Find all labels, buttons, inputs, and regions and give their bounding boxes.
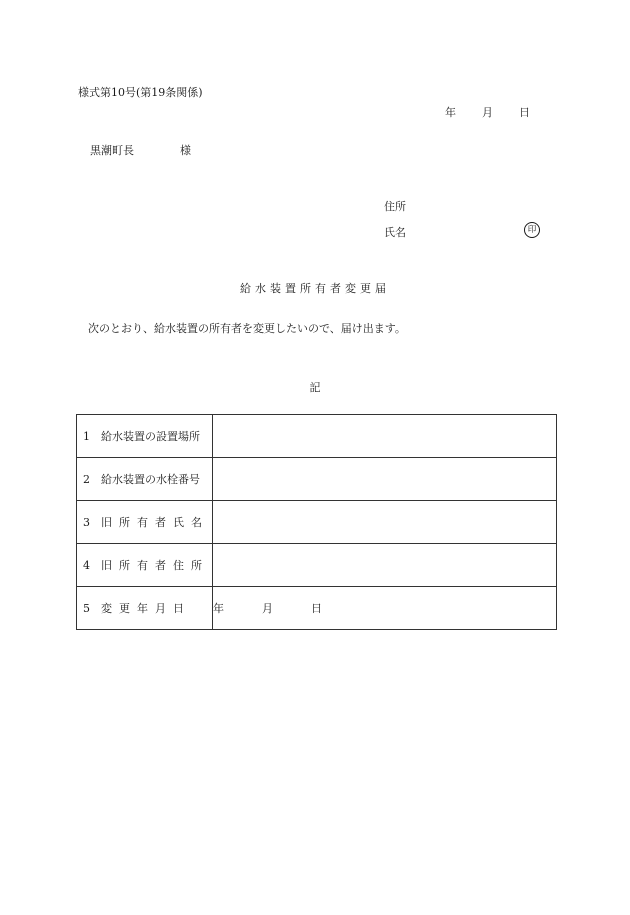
applicant-address-label: 住所 bbox=[384, 200, 406, 213]
item-label-cell bbox=[77, 544, 213, 587]
table-row bbox=[77, 587, 557, 630]
addressee-name: 黒潮町長 bbox=[90, 144, 134, 157]
item-label: 給水装置の水栓番号 bbox=[101, 473, 200, 486]
change-date-year: 年 bbox=[213, 602, 224, 615]
item-label: 変更年月日 bbox=[101, 602, 191, 615]
submission-date bbox=[445, 104, 530, 120]
addressee bbox=[90, 142, 191, 158]
item-value-cell[interactable] bbox=[213, 544, 557, 587]
item-label-cell bbox=[77, 587, 213, 630]
item-number: 2 bbox=[83, 473, 90, 486]
items-table bbox=[76, 414, 557, 630]
date-month: 月 bbox=[482, 106, 493, 119]
date-day: 日 bbox=[519, 106, 530, 119]
item-number: 4 bbox=[83, 559, 90, 572]
table-row bbox=[77, 501, 557, 544]
applicant-name-label: 氏名 bbox=[384, 226, 406, 239]
form-number: 様式第10号(第19条関係) bbox=[78, 86, 203, 99]
item-value-cell[interactable] bbox=[213, 458, 557, 501]
table-row bbox=[77, 458, 557, 501]
item-number: 5 bbox=[83, 602, 90, 615]
change-date-day: 日 bbox=[311, 602, 322, 615]
item-number: 3 bbox=[83, 516, 90, 529]
item-label-cell bbox=[77, 458, 213, 501]
table-row bbox=[77, 544, 557, 587]
item-number: 1 bbox=[83, 430, 90, 443]
date-year: 年 bbox=[445, 106, 456, 119]
document-title: 給水装置所有者変更届 bbox=[240, 282, 390, 295]
change-date-cell[interactable] bbox=[213, 587, 557, 630]
record-label: 記 bbox=[309, 381, 321, 394]
item-label-cell bbox=[77, 501, 213, 544]
item-label: 旧所有者氏名 bbox=[101, 516, 209, 529]
change-date-month: 月 bbox=[262, 602, 273, 615]
item-value-cell[interactable] bbox=[213, 501, 557, 544]
body-text: 次のとおり、給水装置の所有者を変更したいので、届け出ます。 bbox=[88, 322, 406, 335]
table-row bbox=[77, 415, 557, 458]
item-label-cell bbox=[77, 415, 213, 458]
item-label: 給水装置の設置場所 bbox=[101, 430, 200, 443]
item-value-cell[interactable] bbox=[213, 415, 557, 458]
item-label: 旧所有者住所 bbox=[101, 559, 209, 572]
addressee-honorific: 様 bbox=[180, 144, 191, 157]
seal-mark: 印 bbox=[524, 222, 540, 238]
